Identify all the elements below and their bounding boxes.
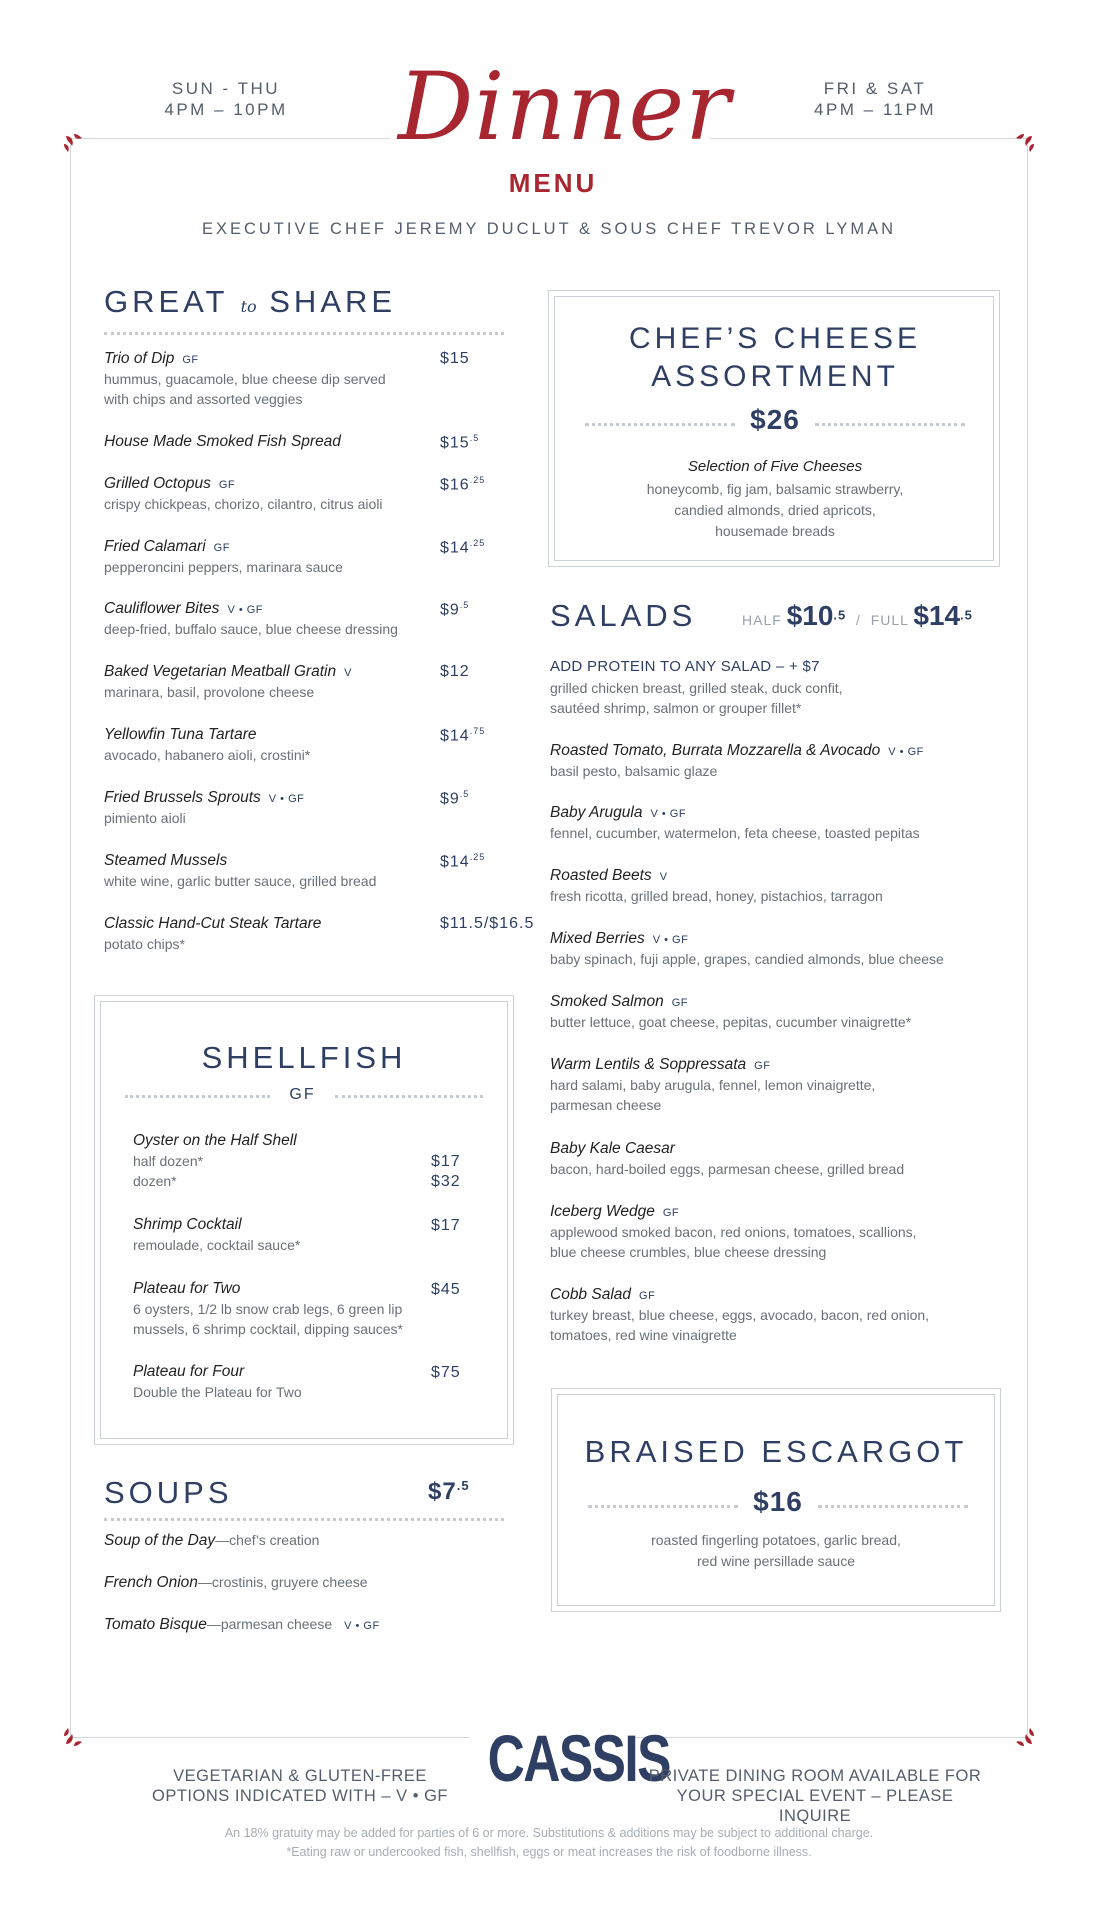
item-description: basil pesto, balsamic glaze xyxy=(550,763,718,779)
item-name: House Made Smoked Fish Spread xyxy=(104,433,341,450)
share-item xyxy=(104,475,444,514)
cheese-description: honeycomb, fig jam, balsamic strawberry, candied almonds, dried apricots, housemade breads xyxy=(646,481,904,539)
private-dining-note: PRIVATE DINING ROOM AVAILABLE FOR YOUR SPECIAL EVENT – PLEASE INQUIRE xyxy=(648,1767,982,1825)
hours-weekday: SUN - THU 4PM – 10PM xyxy=(164,79,288,119)
soups-price: $\$7^{.5}$ xyxy=(428,1478,470,1505)
dietary-tag: V xyxy=(344,667,352,679)
price-value: $12 xyxy=(440,663,470,680)
price-value: $14 xyxy=(440,853,470,871)
shellfish-item xyxy=(133,1280,433,1339)
salad-item xyxy=(550,867,990,906)
price-cents: .75 xyxy=(469,726,486,736)
item-name: Soup of the Day xyxy=(104,1532,216,1549)
item-description: hummus, guacamole, blue cheese dip served with chips and assorted veggies xyxy=(104,371,386,407)
item-description: baby spinach, fuji apple, grapes, candied almonds, blue cheese xyxy=(550,951,944,967)
item-description: marinara, basil, provolone cheese xyxy=(104,684,315,700)
price-cents: .25 xyxy=(469,475,486,485)
dietary-tag: GF xyxy=(639,1290,656,1302)
shellfish-item xyxy=(133,1363,433,1402)
protein-addon-title: ADD PROTEIN TO ANY SALAD – + $7 xyxy=(550,658,820,675)
item-name: Trio of Dip xyxy=(104,350,175,367)
share-item xyxy=(104,433,444,451)
price-value: $9 xyxy=(440,601,460,619)
dietary-tag: GF xyxy=(662,1207,680,1219)
item-description: —chef’s creation xyxy=(215,1532,320,1548)
price-value: $9 xyxy=(440,790,460,808)
share-item xyxy=(104,663,444,702)
item-price xyxy=(440,350,470,368)
divider xyxy=(815,423,965,426)
item-price xyxy=(440,915,534,933)
share-item xyxy=(104,350,444,409)
salad-prices: HALF $\$10^{.5}$ / FULL $\$14^{.5}$ xyxy=(742,600,973,631)
item-name: Mixed Berries xyxy=(550,930,645,947)
cassis-logo: CASSIS xyxy=(487,1721,670,1795)
price-cents: .5 xyxy=(469,433,480,443)
item-name-row xyxy=(550,930,990,948)
shellfish-title: SHELLFISH xyxy=(201,1040,407,1075)
page-subtitle: MENU xyxy=(508,168,598,198)
salad-item xyxy=(550,804,990,843)
salad-item xyxy=(550,993,990,1032)
soup-item xyxy=(104,1572,368,1592)
soup-item xyxy=(104,1614,380,1634)
salad-item xyxy=(550,742,990,781)
item-description: applewood smoked bacon, red onions, tomatoes, scallions, blue cheese crumbles, blue cheese dressing xyxy=(550,1224,917,1260)
price-value: $15 xyxy=(440,434,470,452)
cheese-price: $26 xyxy=(750,404,800,435)
soup-item xyxy=(104,1530,319,1550)
item-description: avocado, habanero aioli, crostini* xyxy=(104,747,311,763)
item-name: Plateau for Two xyxy=(133,1280,241,1297)
item-name: Cauliflower Bites xyxy=(104,600,220,617)
dietary-tag: V • GF xyxy=(888,746,924,758)
divider xyxy=(818,1505,968,1508)
item-price xyxy=(440,663,470,681)
item-name-row xyxy=(104,789,444,807)
share-item xyxy=(104,852,444,891)
flourish-icon xyxy=(62,1722,88,1748)
item-name: Roasted Beets xyxy=(550,867,652,884)
dietary-tag: GF xyxy=(218,479,236,491)
escargot-title: BRAISED ESCARGOT xyxy=(584,1434,968,1469)
item-description: hard salami, baby arugula, fennel, lemon vinaigrette, parmesan cheese xyxy=(550,1077,876,1113)
dietary-tag: V • GF xyxy=(650,808,687,820)
salad-item xyxy=(550,1140,990,1179)
divider xyxy=(125,1095,270,1098)
item-price: $17 $32 xyxy=(431,1153,461,1190)
item-name-row xyxy=(104,350,444,368)
salad-item xyxy=(550,1286,990,1345)
item-description: deep-fried, buffalo sauce, blue cheese dressing xyxy=(104,621,398,637)
item-name-row xyxy=(104,538,444,556)
item-description: crispy chickpeas, chorizo, cilantro, citrus aioli xyxy=(104,496,383,512)
flourish-icon xyxy=(1010,1722,1036,1748)
escargot-description: roasted fingerling potatoes, garlic bread, red wine persillade sauce xyxy=(651,1532,901,1569)
salad-item xyxy=(550,1203,990,1262)
item-description: fresh ricotta, grilled bread, honey, pistachios, tarragon xyxy=(550,888,883,904)
item-description: —crostinis, gruyere cheese xyxy=(197,1574,368,1590)
price-cents: .5 xyxy=(459,600,470,610)
page-title: Dinner xyxy=(398,53,732,162)
escargot-price: $16 xyxy=(753,1486,803,1517)
dietary-tag: V • GF xyxy=(652,934,689,946)
item-name-row xyxy=(550,742,990,760)
item-name-row xyxy=(550,1286,990,1304)
item-name: Warm Lentils & Soppressata xyxy=(550,1056,747,1073)
item-description: fennel, cucumber, watermelon, feta cheese, toasted pepitas xyxy=(550,825,920,841)
item-name: Baked Vegetarian Meatball Gratin xyxy=(104,663,337,680)
salad-item xyxy=(550,1056,990,1115)
share-item xyxy=(104,600,444,639)
cheese-subtitle: Selection of Five Cheeses xyxy=(687,458,863,475)
item-price xyxy=(440,433,479,452)
item-name: Grilled Octopus xyxy=(104,475,211,492)
hours-weekend: FRI & SAT 4PM – 11PM xyxy=(813,79,936,119)
flourish-icon xyxy=(1010,132,1036,158)
item-name: Shrimp Cocktail xyxy=(133,1216,242,1233)
item-name: Baby Arugula xyxy=(550,804,643,821)
item-name: Oyster on the Half Shell xyxy=(133,1132,297,1149)
item-name-row xyxy=(104,663,444,681)
flourish-icon xyxy=(62,132,88,158)
item-name: Cobb Salad xyxy=(550,1286,632,1303)
item-price xyxy=(440,475,485,494)
divider xyxy=(104,332,504,335)
item-name: Yellowfin Tuna Tartare xyxy=(104,726,257,743)
share-item xyxy=(104,538,444,577)
salad-item xyxy=(550,930,990,969)
cheese-title: CHEF’S CHEESE ASSORTMENT xyxy=(628,322,922,393)
item-name: Fried Brussels Sprouts xyxy=(104,789,261,806)
item-description: —parmesan cheese xyxy=(206,1616,333,1632)
dietary-note: VEGETARIAN & GLUTEN-FREE OPTIONS INDICATED WITH – V • GF xyxy=(152,1767,448,1805)
item-name: Classic Hand-Cut Steak Tartare xyxy=(104,915,322,932)
dietary-tag: GF xyxy=(213,542,230,554)
divider xyxy=(585,423,735,426)
dietary-tag: GF xyxy=(754,1060,771,1072)
item-name: Baby Kale Caesar xyxy=(550,1140,675,1157)
item-description: bacon, hard-boiled eggs, parmesan cheese, grilled bread xyxy=(550,1161,905,1177)
soups-title: SOUPS xyxy=(104,1475,233,1510)
item-name: Tomato Bisque xyxy=(104,1616,207,1633)
price-value: $11.5/$16.5 xyxy=(440,915,535,932)
share-title: GREAT to SHARE xyxy=(104,284,397,319)
item-name-row xyxy=(550,1056,990,1074)
item-name: French Onion xyxy=(104,1574,198,1591)
divider xyxy=(104,1518,504,1521)
gratuity-note: An 18% gratuity may be added for parties of 6 or more. Substitutions & additions may be subject to additional charge. xyxy=(224,1826,874,1840)
item-price: $45 xyxy=(431,1281,461,1298)
item-price xyxy=(440,538,485,557)
item-price xyxy=(440,789,469,808)
item-name-row xyxy=(104,600,444,618)
item-price: $17 xyxy=(431,1217,461,1234)
item-description: butter lettuce, goat cheese, pepitas, cucumber vinaigrette* xyxy=(550,1014,912,1030)
item-description: remoulade, cocktail sauce* xyxy=(133,1237,301,1253)
item-name-row xyxy=(104,475,444,493)
share-item xyxy=(104,726,444,765)
item-name-row xyxy=(550,867,990,885)
item-name-row xyxy=(550,1140,990,1158)
price-cents: .25 xyxy=(469,852,486,862)
price-cents: .25 xyxy=(469,538,486,548)
item-name: Smoked Salmon xyxy=(550,993,664,1010)
raw-food-warning: *Eating raw or undercooked fish, shellfish, eggs or meat increases the risk of foodborne illness. xyxy=(286,1845,812,1859)
dietary-tag: V • GF xyxy=(268,793,305,805)
item-name: Iceberg Wedge xyxy=(550,1203,655,1220)
share-item xyxy=(104,915,444,954)
shellfish-item xyxy=(133,1132,433,1191)
item-name-row xyxy=(550,993,990,1011)
item-description: turkey breast, blue cheese, eggs, avocado, bacon, red onion, tomatoes, red wine vinaigrette xyxy=(550,1307,930,1343)
salads-title: SALADS xyxy=(550,598,697,633)
dietary-tag: V • GF xyxy=(227,604,264,616)
price-cents: .5 xyxy=(459,789,470,799)
dietary-tag: GF xyxy=(671,997,689,1009)
dietary-tag: V • GF xyxy=(344,1620,380,1632)
dietary-tag: V xyxy=(659,871,668,883)
item-description: pimiento aioli xyxy=(104,810,186,826)
item-name-row xyxy=(550,804,990,822)
price-value: $14 xyxy=(440,727,470,745)
protein-addon-description: grilled chicken breast, grilled steak, duck confit, sautéed shrimp, salmon or grouper fillet* xyxy=(550,680,843,716)
item-description: white wine, garlic butter sauce, grilled bread xyxy=(104,873,377,889)
price-value: $15 xyxy=(440,350,470,367)
item-description: pepperoncini peppers, marinara sauce xyxy=(104,559,343,575)
price-value: $14 xyxy=(440,539,470,557)
shellfish-item xyxy=(133,1216,433,1255)
item-description: potato chips* xyxy=(104,936,185,952)
item-name: Steamed Mussels xyxy=(104,852,228,869)
item-name: Fried Calamari xyxy=(104,538,206,555)
shellfish-gf-tag: GF xyxy=(289,1086,316,1103)
item-price xyxy=(440,726,485,745)
item-description: half dozen* dozen* xyxy=(133,1153,204,1189)
dietary-tag: GF xyxy=(182,354,199,366)
price-value: $16 xyxy=(440,476,470,494)
item-name: Roasted Tomato, Burrata Mozzarella & Avocado xyxy=(550,742,881,759)
item-price xyxy=(440,852,485,871)
divider xyxy=(335,1095,483,1098)
item-name: Plateau for Four xyxy=(133,1363,245,1380)
item-price xyxy=(440,600,469,619)
share-item xyxy=(104,789,444,828)
item-price: $75 xyxy=(431,1364,461,1381)
item-description: 6 oysters, 1/2 lb snow crab legs, 6 green lip mussels, 6 shrimp cocktail, dipping sauces* xyxy=(133,1301,404,1337)
item-description: Double the Plateau for Two xyxy=(133,1384,302,1400)
chefs-line: EXECUTIVE CHEF JEREMY DUCLUT & SOUS CHEF TREVOR LYMAN xyxy=(201,220,897,238)
item-name-row xyxy=(550,1203,990,1221)
divider xyxy=(588,1505,738,1508)
